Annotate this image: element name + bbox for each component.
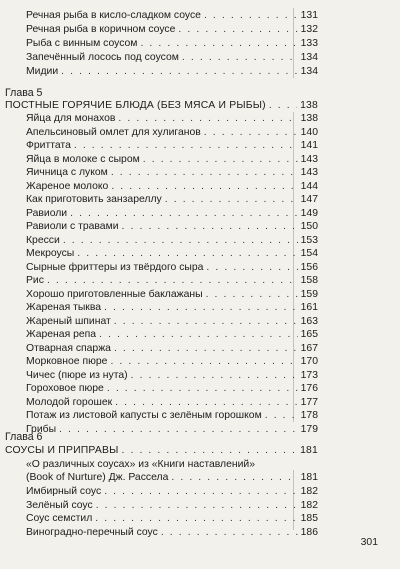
toc-entry-title: Яйца для монахов bbox=[26, 113, 116, 124]
toc-entry-title: Равиоли bbox=[26, 207, 68, 219]
toc-entry bbox=[26, 301, 318, 314]
toc-entry bbox=[26, 382, 318, 395]
dot-leader bbox=[171, 471, 297, 484]
toc-entry-title: Жареная репа bbox=[26, 329, 97, 340]
toc-entry-title: Сырные фриттеры из твёрдого сыра bbox=[26, 261, 204, 273]
toc-entry-page: 144 bbox=[300, 180, 318, 192]
toc-entry-title: Фриттата bbox=[26, 140, 71, 151]
toc-entry-page: 181 bbox=[300, 472, 318, 483]
toc-entry-title: Жареная тыква bbox=[26, 302, 102, 313]
dot-leader bbox=[204, 9, 298, 22]
dot-leader bbox=[59, 423, 298, 436]
dot-leader bbox=[204, 126, 298, 139]
toc-entry-title: Отварная спаржа bbox=[26, 342, 111, 354]
toc-entry bbox=[26, 485, 318, 498]
toc-entry bbox=[26, 512, 318, 525]
toc-entry-page: 141 bbox=[300, 140, 318, 151]
toc-entry-title: Морковное пюре bbox=[26, 356, 108, 367]
toc-entry-page: 143 bbox=[300, 167, 318, 178]
toc-entry-page: 134 bbox=[300, 66, 318, 77]
toc-entry bbox=[26, 315, 318, 328]
chapter-label: Глава 6 bbox=[5, 431, 43, 443]
toc-entry bbox=[26, 139, 318, 152]
toc-entry bbox=[26, 261, 318, 274]
toc-entry-page: 140 bbox=[300, 126, 318, 138]
dot-leader bbox=[95, 512, 297, 525]
toc-entry bbox=[26, 247, 318, 260]
chapter-label: Глава 5 bbox=[5, 87, 43, 99]
chapter-title-line bbox=[5, 444, 318, 457]
toc-entry-page: 177 bbox=[300, 396, 318, 408]
toc-entry-page: 147 bbox=[300, 194, 318, 205]
toc-entry-title: Мекроусы bbox=[26, 248, 75, 259]
toc-entry bbox=[26, 220, 318, 233]
dot-leader bbox=[178, 23, 297, 36]
dot-leader bbox=[122, 220, 298, 233]
toc-entry bbox=[26, 369, 318, 382]
toc-entry-title: Жареное молоко bbox=[26, 180, 109, 192]
dot-leader bbox=[122, 444, 298, 457]
toc-entry bbox=[26, 499, 318, 512]
dot-leader bbox=[118, 112, 297, 125]
toc-entry-title: Соус семстил bbox=[26, 513, 93, 524]
toc-entry bbox=[26, 396, 318, 409]
toc-entry-title: Рис bbox=[26, 275, 44, 286]
toc-entry-title: Рыба с винным соусом bbox=[26, 38, 138, 49]
chapter-title-line bbox=[5, 99, 318, 112]
toc-entry-page: 156 bbox=[300, 261, 318, 273]
toc-entry-page: 132 bbox=[300, 24, 318, 35]
toc-entry-title: Апельсиновый омлет для хулиганов bbox=[26, 126, 201, 138]
toc-entry bbox=[26, 409, 318, 422]
toc-entry-page: 138 bbox=[300, 113, 318, 124]
toc-entry-title: Молодой горошек bbox=[26, 396, 113, 408]
toc-entry-title-line1: «О различных соусах» из «Книги наставлений» bbox=[26, 459, 255, 470]
toc-entry-page: 161 bbox=[300, 302, 318, 313]
toc-entry-page: 185 bbox=[300, 513, 318, 524]
toc-entry-title: Потаж из листовой капусты с зелёным горошком bbox=[26, 410, 262, 421]
dot-leader bbox=[143, 153, 298, 166]
toc-entry bbox=[26, 126, 318, 139]
dot-leader bbox=[114, 315, 298, 328]
dot-leader bbox=[63, 234, 298, 247]
toc-entry bbox=[26, 23, 318, 36]
dot-leader bbox=[96, 499, 298, 512]
toc-entry-title: Чичес (пюре из нута) bbox=[26, 369, 128, 381]
toc-entry-title: Хорошо приготовленные баклажаны bbox=[26, 288, 203, 300]
dot-leader bbox=[61, 65, 298, 78]
toc-entry-page: 167 bbox=[300, 342, 318, 354]
toc-entry bbox=[26, 166, 318, 179]
toc-entry-page: 179 bbox=[300, 423, 318, 435]
toc-entry bbox=[26, 328, 318, 341]
dot-leader bbox=[131, 369, 298, 382]
toc-entry-page: 131 bbox=[300, 10, 318, 21]
dot-leader bbox=[74, 139, 298, 152]
toc-entry-page: 163 bbox=[300, 315, 318, 327]
toc-entry bbox=[26, 112, 318, 125]
chapter-title-page: 138 bbox=[300, 100, 318, 111]
dot-leader bbox=[206, 288, 298, 301]
dot-leader bbox=[99, 328, 298, 341]
toc-entry-title-line2: (Book of Nurture) Дж. Рассела bbox=[26, 472, 169, 483]
toc-entry bbox=[26, 288, 318, 301]
toc-entry-page: 159 bbox=[300, 288, 318, 300]
toc-entry-page: 150 bbox=[300, 221, 318, 232]
toc-entry-page: 182 bbox=[300, 486, 318, 497]
toc-entry bbox=[26, 9, 318, 22]
toc-entry-page: 143 bbox=[300, 153, 318, 165]
toc-entry-page: 158 bbox=[300, 275, 318, 286]
dot-leader bbox=[206, 261, 297, 274]
dot-leader bbox=[269, 99, 297, 112]
toc-entry bbox=[26, 342, 318, 355]
toc-entry-title: Кресси bbox=[26, 234, 60, 246]
toc-entry-page: 186 bbox=[300, 526, 318, 538]
toc-entry-title: Грибы bbox=[26, 423, 57, 435]
toc-entry-page: 153 bbox=[300, 234, 318, 246]
toc-entry-page: 134 bbox=[300, 52, 318, 63]
dot-leader bbox=[182, 51, 298, 64]
chapter-title: ПОСТНЫЕ ГОРЯЧИЕ БЛЮДА (БЕЗ МЯСА И РЫБЫ) bbox=[5, 100, 266, 111]
toc-entry-title: Яичница с луком bbox=[26, 167, 108, 178]
chapter-title: СОУСЫ И ПРИПРАВЫ bbox=[5, 445, 119, 456]
toc-entry-title: Жареный шпинат bbox=[26, 315, 111, 327]
toc-entry-page: 165 bbox=[300, 329, 318, 340]
toc-entry-page: 178 bbox=[300, 410, 318, 421]
toc-entry-page: 173 bbox=[300, 369, 318, 381]
toc-entry-title: Равиоли с травами bbox=[26, 221, 119, 232]
toc-entry bbox=[26, 355, 318, 368]
toc-entry-title: Зелёный соус bbox=[26, 499, 93, 511]
toc-entry-page: 176 bbox=[300, 383, 318, 394]
toc-entry bbox=[26, 51, 318, 64]
toc-entry bbox=[26, 193, 318, 206]
dot-leader bbox=[77, 247, 297, 260]
toc-entry-page: 182 bbox=[300, 499, 318, 511]
chapter-title-page: 181 bbox=[300, 445, 318, 456]
dot-leader bbox=[165, 193, 298, 206]
toc-entry-title: Запечённый лосось под соусом bbox=[26, 52, 179, 63]
toc-entry-title: Гороховое пюре bbox=[26, 383, 104, 394]
toc-entry bbox=[26, 526, 318, 539]
toc-entry-title: Имбирный соус bbox=[26, 486, 102, 497]
toc-entry bbox=[26, 471, 318, 484]
toc-entry bbox=[26, 423, 318, 436]
toc-entry bbox=[26, 180, 318, 193]
toc-entry-title: Речная рыба в кисло-сладком соусе bbox=[26, 10, 201, 21]
toc-entry-page: 133 bbox=[300, 38, 318, 49]
toc-entry bbox=[26, 65, 318, 78]
dot-leader bbox=[265, 409, 298, 422]
dot-leader bbox=[47, 274, 298, 287]
dot-leader bbox=[111, 180, 297, 193]
dot-leader bbox=[111, 166, 298, 179]
toc-entry-title: Как приготовить занзареллу bbox=[26, 194, 162, 205]
dot-leader bbox=[161, 526, 298, 539]
toc-entry bbox=[26, 207, 318, 220]
dot-leader bbox=[110, 355, 297, 368]
dot-leader bbox=[140, 37, 297, 50]
toc-entry bbox=[26, 234, 318, 247]
dot-leader bbox=[115, 396, 298, 409]
dot-leader bbox=[70, 207, 298, 220]
toc-entry-page: 149 bbox=[300, 207, 318, 219]
page-number: 301 bbox=[360, 537, 378, 548]
dot-leader bbox=[104, 485, 297, 498]
dot-leader bbox=[107, 382, 298, 395]
toc-entry bbox=[26, 274, 318, 287]
toc-entry-title: Яйца в молоке с сыром bbox=[26, 153, 140, 165]
toc-entry bbox=[26, 153, 318, 166]
toc-entry-page: 170 bbox=[300, 356, 318, 367]
dot-leader bbox=[114, 342, 298, 355]
toc-entry bbox=[26, 37, 318, 50]
toc-entry-title: Мидии bbox=[26, 66, 59, 77]
toc-entry-title: Речная рыба в коричном соусе bbox=[26, 24, 176, 35]
toc-entry-page: 154 bbox=[300, 248, 318, 259]
toc-entry-title: Виноградно-перечный соус bbox=[26, 526, 158, 538]
dot-leader bbox=[104, 301, 298, 314]
